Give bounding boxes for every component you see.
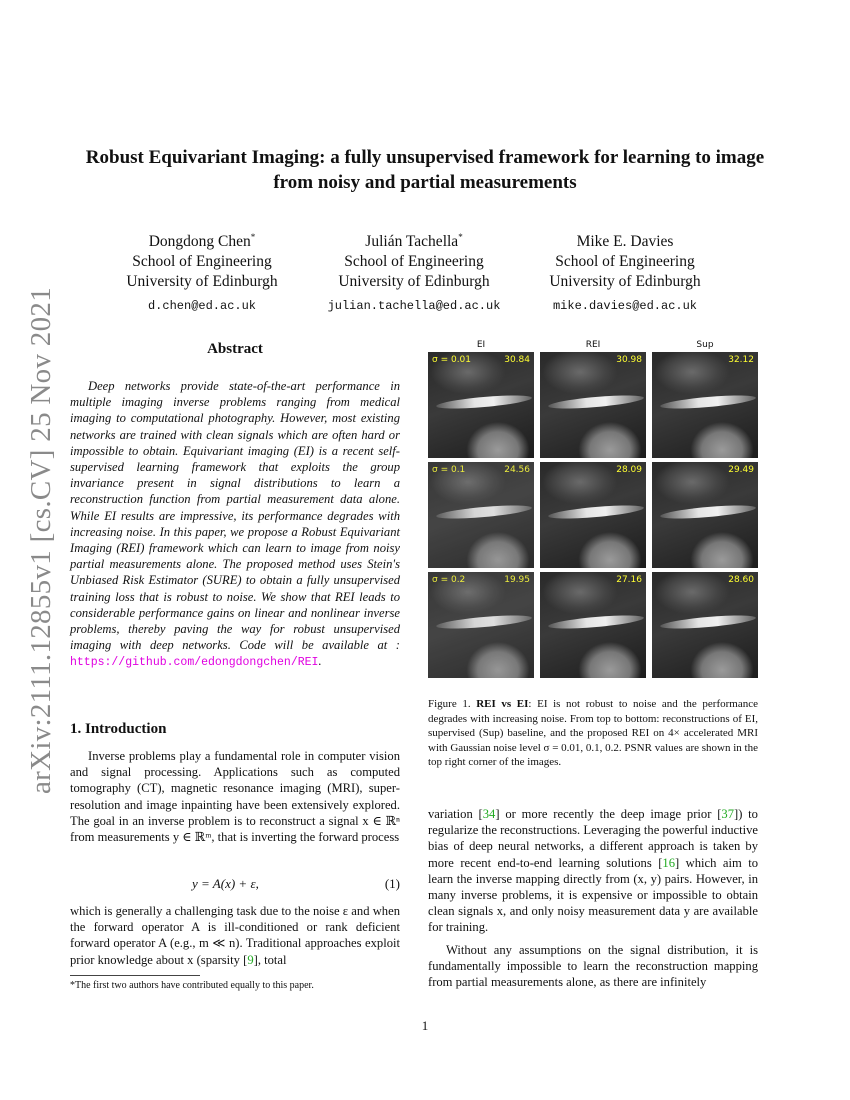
right-paragraph-2: Without any assumptions on the signal distribution, it is fundamentally impossible to learn the reconstruction mapping from partial measurements alone, as there are infinitely xyxy=(428,943,758,990)
code-link[interactable]: https://github.com/edongdongchen/REI xyxy=(70,656,319,670)
author-email[interactable]: mike.davies@ed.ac.uk xyxy=(552,299,698,314)
author-email[interactable]: d.chen@ed.ac.uk xyxy=(147,299,257,314)
column-label-ei: EI xyxy=(476,340,486,350)
mri-panel-ei-row1 xyxy=(428,352,534,458)
equation-number: (1) xyxy=(384,876,400,891)
intro-paragraph-1: Inverse problems play a fundamental role in computer vision and signal processing. Applications such as computed tomography (CT), magnetic resonance imaging (MRI), super-resolution and image inpainting have been extensively explored. The goal in an inverse problem is to reconstruct a signal x ∈ ℝⁿ from measurements y ∈ ℝᵐ, that is inverting the forward process xyxy=(70,749,400,845)
author-dept: School of Engineering xyxy=(344,253,484,271)
section-heading-introduction: 1. Introduction xyxy=(70,721,167,737)
mri-panel-sup-row2 xyxy=(652,462,758,568)
abstract-heading: Abstract xyxy=(207,341,263,357)
citation-link[interactable]: 9 xyxy=(247,952,254,967)
arxiv-identifier: arXiv:2111.12855v1 [cs.CV] 25 Nov 2021 xyxy=(25,286,58,794)
author-name: Mike E. Davies xyxy=(576,233,674,251)
footnote: *The first two authors have contributed equally to this paper. xyxy=(70,980,314,991)
sigma-label: σ = 0.2 xyxy=(432,575,466,585)
author-email[interactable]: julian.tachella@ed.ac.uk xyxy=(327,299,501,314)
psnr-value: 27.16 xyxy=(616,575,642,585)
citation-link[interactable]: 16 xyxy=(662,855,675,870)
psnr-value: 28.60 xyxy=(728,575,754,585)
right-paragraph-1: variation [34] or more recently the deep image prior [37]) to regularize the reconstructions. Leveraging the powerful inductive bias of deep neural networks, a different approach is taken by more recent end-to-end learning solutions [16] which aim to learn the inverse mapping directly from (x, y) pairs. However, in many inverse problems, it is expensive or impossible to obtain clean signals x, and only noisy measurement data y are available for training. xyxy=(428,807,758,935)
psnr-value: 30.84 xyxy=(504,355,530,365)
psnr-value: 28.09 xyxy=(616,465,642,475)
author-block-3 xyxy=(535,227,715,316)
mri-panel-ei-row2 xyxy=(428,462,534,568)
mri-panel-rei-row3 xyxy=(540,572,646,678)
intro-paragraph-2: which is generally a challenging task due to the noise ε and when the forward operator A is ill-conditioned or rank deficient forward operator A (e.g., m ≪ n). Traditional approaches exploit prior knowledge about x (sparsity [9], total xyxy=(70,904,400,967)
author-university: University of Edinburgh xyxy=(549,273,701,291)
abstract-text: Deep networks provide state-of-the-art performance in multiple imaging inverse problems ranging from medical imaging to computational photography. However, most existing networks are trained with clean signals which are often hard or impossible to obtain. Equivariant imaging (EI) is a recent self-supervised learning framework that exploits the group invariance present in signal distributions to learn a reconstruction function from partial measurement data alone. While EI results are impressive, its performance degrades with increasing noise. In this paper, we propose a Robust Equivariant Imaging (REI) framework which can learn to image from noisy partial measurements alone. The proposed method uses Stein's Unbiased Risk Estimator (SURE) to obtain a fully unsupervised training loss that is robust to noise. We show that REI leads to considerable performance gains on linear and nonlinear inverse problems, thereby paving the way for robust unsupervised imaging with deep networks. Code will be available at : https://github.com/edongdongchen/REI. xyxy=(70,379,400,670)
author-block-1 xyxy=(112,227,292,316)
author-university: University of Edinburgh xyxy=(338,273,490,291)
sigma-label: σ = 0.1 xyxy=(432,465,466,475)
sigma-label: σ = 0.01 xyxy=(432,355,472,365)
psnr-value: 29.49 xyxy=(728,465,754,475)
psnr-value: 19.95 xyxy=(504,575,530,585)
psnr-value: 24.56 xyxy=(504,465,530,475)
author-block-2 xyxy=(314,227,514,316)
paper-title: Robust Equivariant Imaging: a fully unsupervised framework for learning to image from noisy and partial measurements xyxy=(85,147,765,193)
mri-panel-rei-row1 xyxy=(540,352,646,458)
author-name: Julián Tachella* xyxy=(365,232,463,251)
column-label-rei: REI xyxy=(585,340,601,350)
psnr-value: 32.12 xyxy=(728,355,754,365)
author-name: Dongdong Chen* xyxy=(148,232,256,251)
figure-caption: Figure 1. REI vs EI: EI is not robust to noise and the performance degrades with increasing noise. From top to bottom: reconstructions of EI, supervised (Sup) baseline, and the proposed REI on 4× accelerated MRI with Gaussian noise level σ = 0.01, 0.1, 0.2. PSNR values are shown in the top right corner of the images. xyxy=(428,698,758,769)
equation-body: y = A(x) + ε, xyxy=(192,876,259,891)
footnote-rule xyxy=(70,975,200,976)
mri-panel-ei-row3 xyxy=(428,572,534,678)
figure-1 xyxy=(428,340,758,690)
page-number: 1 xyxy=(421,1018,429,1033)
psnr-value: 30.98 xyxy=(616,355,642,365)
arxiv-stamp xyxy=(22,286,62,794)
mri-panel-sup-row1 xyxy=(652,352,758,458)
author-dept: School of Engineering xyxy=(555,253,695,271)
column-label-sup: Sup xyxy=(696,340,714,350)
citation-link[interactable]: 34 xyxy=(482,807,496,821)
mri-panel-sup-row3 xyxy=(652,572,758,678)
author-university: University of Edinburgh xyxy=(126,273,278,291)
author-dept: School of Engineering xyxy=(132,253,272,271)
citation-link[interactable]: 37 xyxy=(721,807,734,821)
mri-panel-rei-row2 xyxy=(540,462,646,568)
